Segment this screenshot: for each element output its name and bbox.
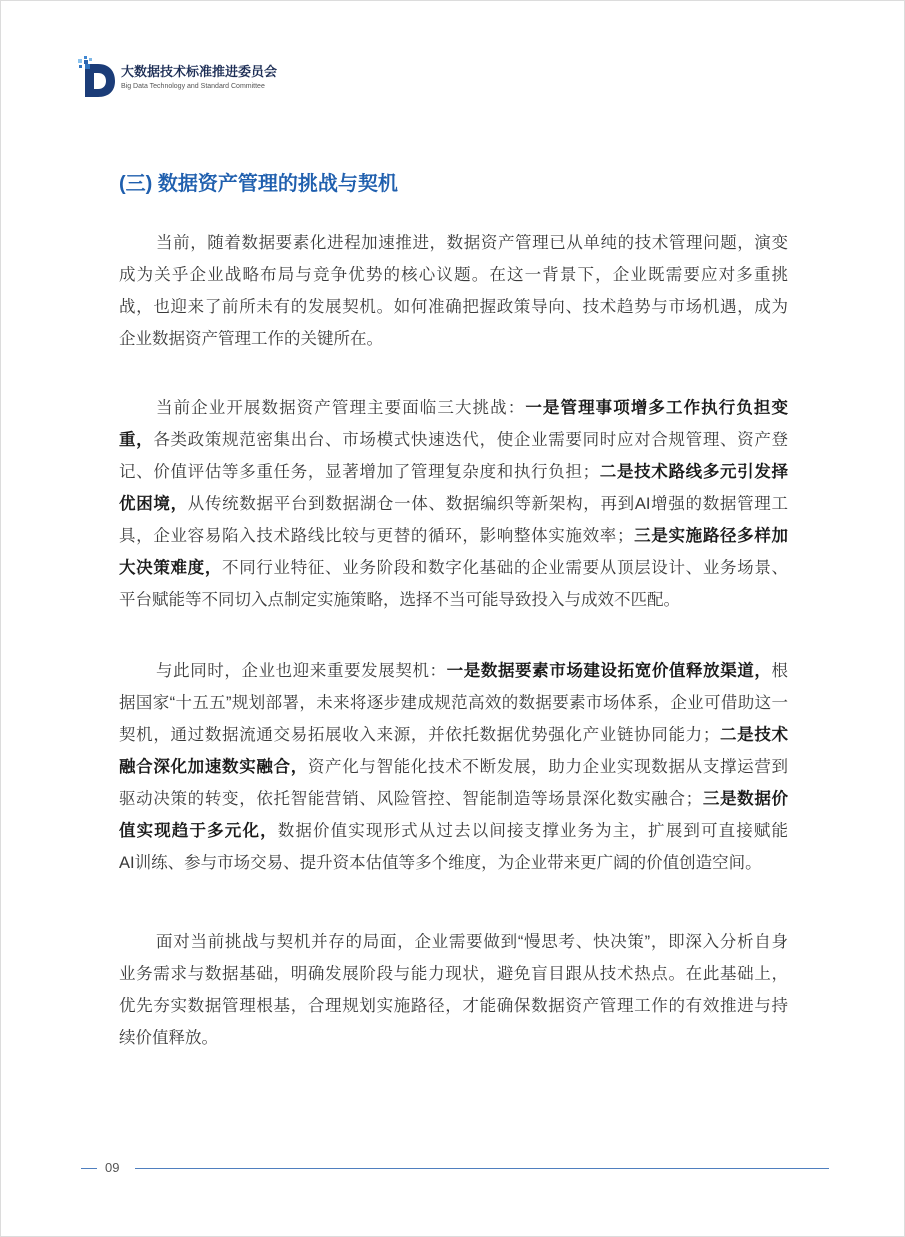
body-text: 数据价值实现形式从过去以间接支撑业务为主，扩展到可直接赋能 — [277, 822, 789, 840]
text-line — [119, 958, 788, 990]
body-text: 据国家“十五五”规划部署，未来将逐步建成规范高效的数据要素市场体系，企业可借助这一 — [119, 694, 788, 712]
emphasis-text: 三是数据价 — [702, 790, 789, 808]
body-text: 成为关乎企业战略布局与竞争优势的核心议题。在这一背景下，企业既需要应对多重挑 — [119, 266, 788, 284]
text-line — [119, 719, 788, 751]
body-text: AI训练、参与市场交易、提升资本估值等多个维度，为企业带来更广阔的价值创造空间。 — [119, 854, 762, 872]
body-text: 战，也迎来了前所未有的发展契机。如何准确把握政策导向、技术趋势与市场机遇，成为 — [119, 298, 788, 316]
text-line — [119, 783, 788, 815]
body-text: 优先夯实数据管理根基，合理规划实施路径，才能确保数据资产管理工作的有效推进与持 — [119, 997, 788, 1015]
body-text: 资产化与智能化技术不断发展，助力企业实现数据从支撑运营到 — [307, 758, 789, 776]
text-line — [119, 815, 788, 847]
body-text: 当前企业开展数据资产管理主要面临三大挑战： — [156, 399, 526, 417]
text-line — [119, 259, 788, 291]
committee-logo-icon — [77, 56, 117, 100]
section-title: (三) 数据资产管理的挑战与契机 — [119, 173, 398, 195]
body-text: 业务需求与数据基础，明确发展阶段与能力现状，避免盲目跟从技术热点。在此基础上， — [119, 965, 788, 983]
emphasis-text: 二是技术路线多元引发择 — [599, 463, 789, 481]
text-line — [119, 456, 788, 488]
footer-rule-left — [81, 1168, 97, 1169]
text-line — [119, 751, 788, 783]
text-line — [119, 1022, 788, 1054]
text-line — [119, 552, 788, 584]
org-name-en: Big Data Technology and Standard Committee — [121, 83, 265, 90]
body-text: 不同行业特征、业务阶段和数字化基础的企业需要从顶层设计、业务场景、 — [222, 559, 789, 577]
paragraph-2 — [119, 392, 788, 616]
body-text: 驱动决策的转变，依托智能营销、风险管控、智能制造等场景深化数实融合； — [119, 790, 703, 808]
body-text: 与此同时，企业也迎来重要发展契机： — [156, 662, 447, 680]
text-line — [119, 520, 788, 552]
text-line — [119, 847, 788, 879]
footer-rule-right — [135, 1168, 829, 1169]
text-line — [119, 655, 788, 687]
paragraph-4 — [119, 926, 788, 1054]
org-name-cn: 大数据技术标准推进委员会 — [121, 64, 278, 79]
emphasis-text: 一是数据要素市场建设拓宽价值释放渠道， — [446, 662, 772, 680]
text-line — [119, 323, 788, 355]
body-text: 根 — [771, 662, 789, 680]
emphasis-text: 融合深化加速数实融合， — [119, 758, 308, 776]
body-text: 面对当前挑战与契机并存的局面，企业需要做到“慢思考、快决策”，即深入分析自身 — [156, 933, 788, 951]
emphasis-text: 一是管理事项增多工作执行负担变 — [525, 399, 789, 417]
text-line — [119, 424, 788, 456]
paragraph-3 — [119, 655, 788, 879]
text-line — [119, 584, 788, 616]
body-text: 各类政策规范密集出台、市场模式快速迭代，使企业需要同时应对合规管理、资产登 — [153, 431, 789, 449]
body-text: 平台赋能等不同切入点制定实施策略，选择不当可能导致投入与成效不匹配。 — [119, 591, 680, 609]
emphasis-text: 三是实施路径多样加 — [633, 527, 789, 545]
body-text: 契机，通过数据流通交易拓展收入来源，并依托数据优势强化产业链协同能力； — [119, 726, 720, 744]
body-text: 具，企业容易陷入技术路线比较与更替的循环，影响整体实施效率； — [119, 527, 634, 545]
emphasis-text: 优困境， — [119, 495, 188, 513]
paragraph-1 — [119, 227, 788, 355]
emphasis-text: 二是技术 — [719, 726, 789, 744]
emphasis-text: 重， — [119, 431, 154, 449]
text-line — [119, 227, 788, 259]
body-text: 记、价值评估等多重任务，显著增加了管理复杂度和执行负担； — [119, 463, 600, 481]
text-line — [119, 990, 788, 1022]
text-line — [119, 392, 788, 424]
body-text: 企业数据资产管理工作的关键所在。 — [119, 330, 383, 348]
text-line — [119, 926, 788, 958]
body-text: 从传统数据平台到数据湖仓一体、数据编织等新架构，再到AI增强的数据管理工 — [187, 495, 788, 513]
emphasis-text: 大决策难度， — [119, 559, 223, 577]
page-number: 09 — [105, 1160, 120, 1175]
text-line — [119, 687, 788, 719]
text-line — [119, 488, 788, 520]
body-text: 当前，随着数据要素化进程加速推进，数据资产管理已从单纯的技术管理问题，演变 — [156, 234, 788, 252]
emphasis-text: 值实现趋于多元化， — [119, 822, 278, 840]
body-text: 续价值释放。 — [119, 1029, 218, 1047]
text-line — [119, 291, 788, 323]
